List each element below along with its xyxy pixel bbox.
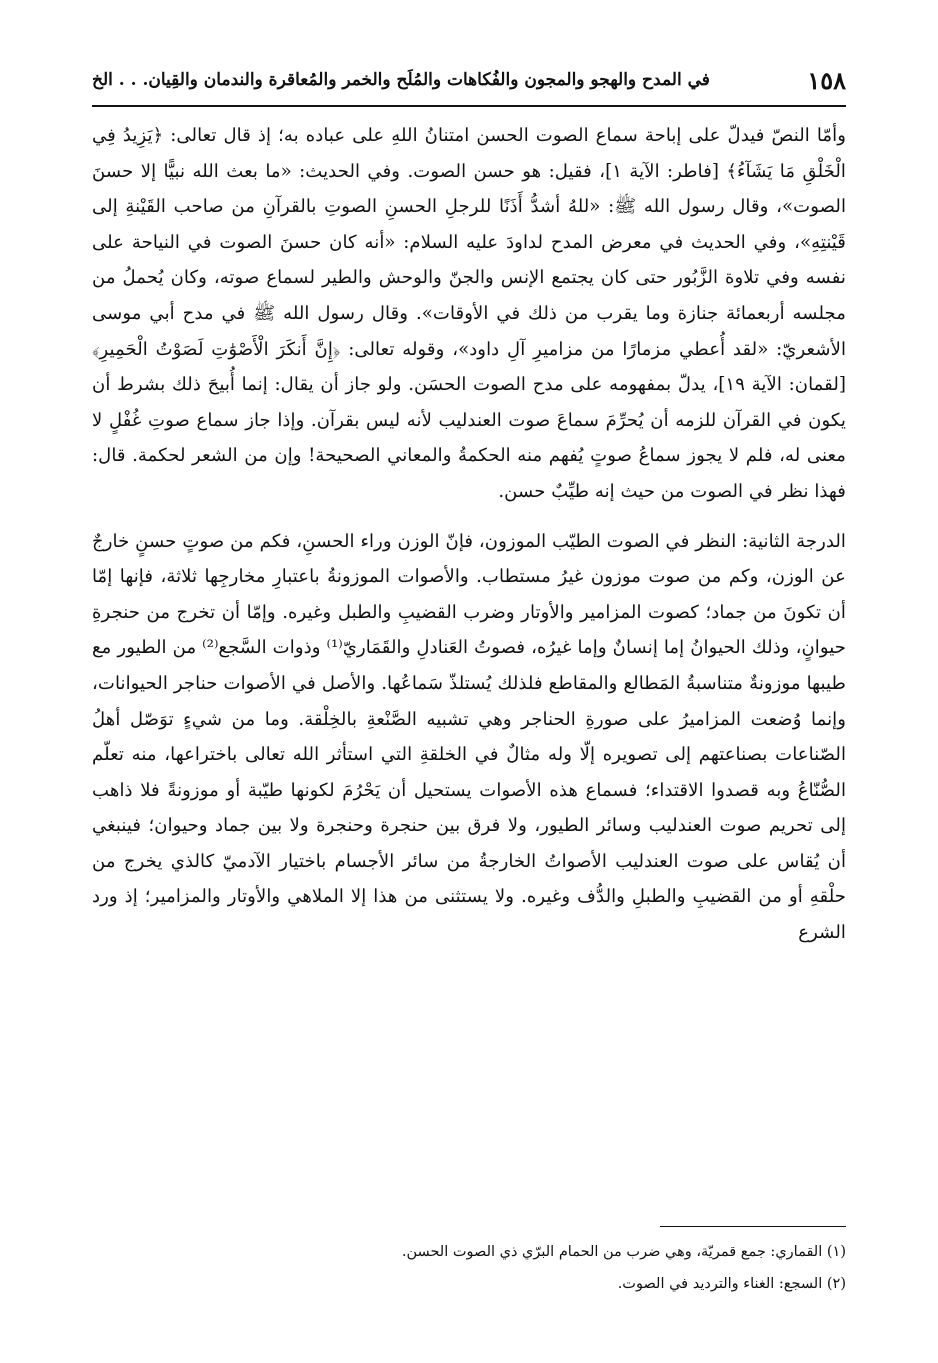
footnotes [92,1236,846,1300]
page-number: ١٥٨ [807,65,846,95]
page-header [92,60,846,100]
footnote-separator [660,1226,846,1227]
paragraph-1: وأمّا النصّ فيدلّ على إباحة سماع الصوت الحسن امتنانُ اللهِ على عباده به؛ إذ قال تعالى: ﴿يَزِيدُ فِي الْخَلْقِ مَا يَشَآءُ﴾ [فاطر: الآية ١]، فقيل: هو حسن الصوت. وفي الحديث: «ما بعث الله نبيًّا إلا حسنَ الصوت»، وقال رسول الله ﷺ: «للهُ أشدُّ أَذَنًا للرجلِ الحسنِ الصوتِ بالقرآنِ من صاحب القَيْنةِ إلى قَيْنتِهِ»، وفي الحديث في معرض المدح لداودَ عليه السلام: «أنه كان حسنَ الصوت في النياحة على نفسه وفي تلاوة الزَّبُور حتى كان يجتمع الإنس والجنّ والوحش والطير لسماع صوته، وكان يُحملُ من مجلسه أربعمائة جنازة وما يقرب من ذلك في الأوقات». وقال رسول الله ﷺ في مدح أبي موسى الأشعريّ: «لقد أُعطي مزمارًا من مزاميرِ آلِ داود»، وقوله تعالى: ﴿إِنَّ أَنكَرَ الْأَصْوَٰتِ لَصَوْتُ الْحَمِيرِ﴾ [لقمان: الآية ١٩]، يدلّ بمفهومه على مدح الصوت الحسَن. ولو جاز أن يقال: إنما أُبيحَ ذلك بشرط أن يكون في القرآن للزمه أن يُحرِّمَ سماعَ صوت العندليب لأنه ليس بقرآن. وإذا جاز سماع صوتِ غُفْلٍ لا معنى له، فلم لا يجوز سماعُ صوتٍ يُفهم منه الحكمةُ والمعاني الصحيحة! وإن من الشعر لحكمة. قال: فهذا نظر في الصوت من حيث إنه طيِّبٌ حسن. [92,125,846,502]
main-text [92,118,846,951]
footnote-1: (١) القماري: جمع قمريّة، وهي ضرب من الحمام البرّي ذي الصوت الحسن. [401,1244,846,1260]
header-rule [92,105,846,107]
paragraph-2: الدرجة الثانية: النظر في الصوت الطيّب الموزون، فإنّ الوزن وراء الحسنِ، فكم من صوتٍ حسنٍ خارجٌ عن الوزن، وكم من صوت موزون غيرُ مستطاب. والأصوات الموزونةُ باعتبارِ مخارجِها ثلاثة، فإنها إمّا أن تكونَ من جماد؛ كصوت المزامير والأوتار وضرب القضيبِ والطبل وغيره. وإمّا أن تخرج من حنجرةِ حيوانٍ، وذلك الحيوانُ إما إنسانٌ وإما غيرُه، فصوتُ العَنادلِ والقَمَاريّ⁽¹⁾ وذوات السَّجع⁽²⁾ من الطيور مع طيبها موزونةٌ متناسبةُ المَطالع والمقاطع فلذلك يُستلذّ سَماعُها. والأصل في الأصوات حناجر الحيوانات، وإنما وُضعت المزاميرُ على صورةِ الحناجر وهي تشبيه الصَّنْعةِ بالخِلْقة. وما من شيءٍ توَصّل أهلُ الصّناعات بصناعتهم إلى تصويره إلّا وله مثالٌ في الخلقةِ التي استأثر الله تعالى باختراعها، منه تعلّم الصُّنّاعُ وبه قصدوا الاقتداء؛ فسماع هذه الأصوات يستحيل أن يَحْرُمَ لكونها طيّبة أو موزونةً فلا ذاهب إلى تحريم صوت العندليب وسائر الطيور، ولا فرق بين حنجرة وحنجرة ولا بين جماد وحيوان؛ فينبغي أن يُقاس على صوت العندليب الأصواتُ الخارجةُ من سائر الأجسام باختيار الآدميّ كالذي يخرج من حلْقهِ أو من القضيبِ والطبلِ والدُّف وغيره. ولا يستثنى من هذا إلا الملاهي والأوتار والمزامير؛ إذ ورد الشرع [92,530,846,944]
footnote-2: (٢) السجع: الغناء والترديد في الصوت. [617,1276,846,1292]
running-title: في المدح والهجو والمجون والفُكاهات والمُلَح والخمر والمُعاقرة والندمان والقِيان. . . الخ [92,70,710,90]
